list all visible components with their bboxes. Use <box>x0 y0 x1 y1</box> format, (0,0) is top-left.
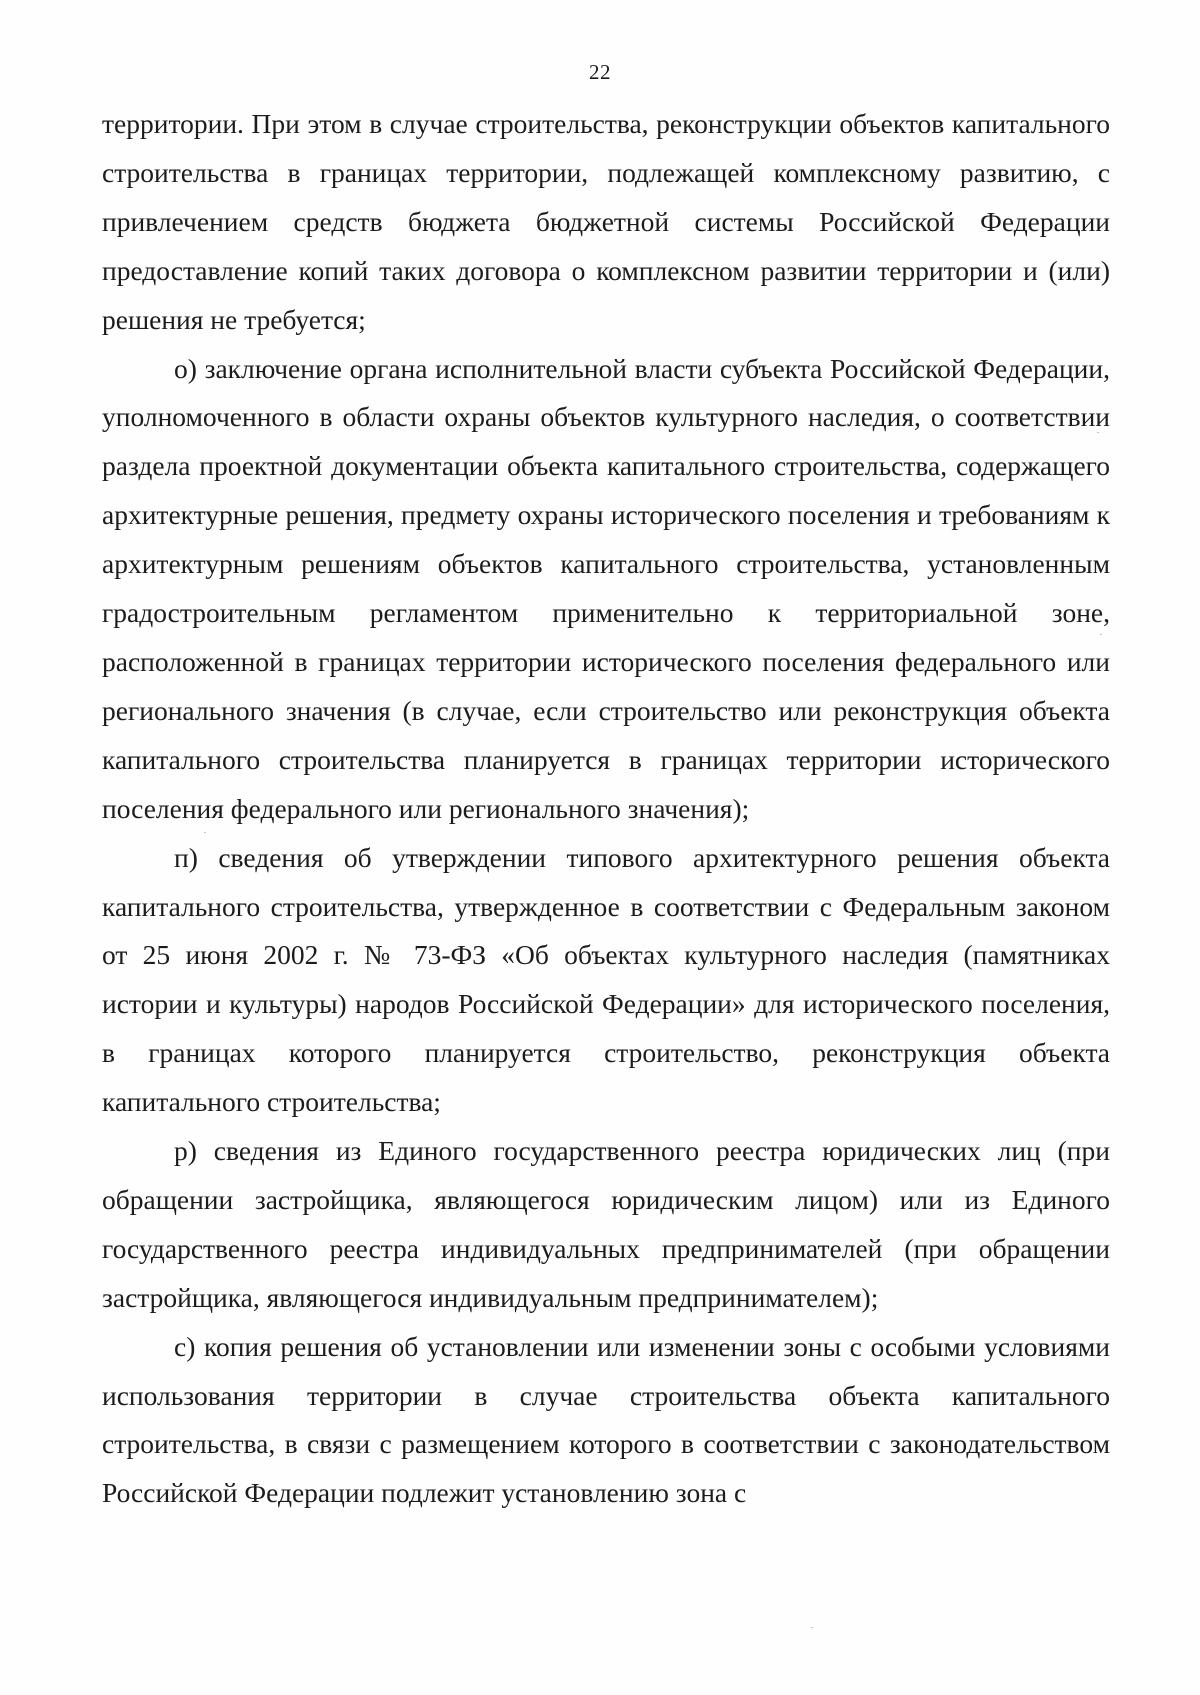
paragraph-item-p: п) сведения об утверждении типового архитектурного решения объекта капитального строительства, утвержденное в соответствии с Федеральным законом от 25 июня 2002 г. № 73-ФЗ «Об объектах культурного наследия (памятниках истории и культуры) народов Российской Федерации» для исторического поселения, в границах которого планируется строительство, реконструкция объекта капитального строительства; <box>102 841 1110 1118</box>
document-body <box>102 100 1110 1518</box>
paragraph-item-s: с) копия решения об установлении или изменении зоны с особыми условиями использования территории в случае строительства объекта капитального строительства, в связи с размещением которого в соответствии с законодательством Российской Федерации подлежит установлению зона с <box>102 1330 1110 1509</box>
page-number: 22 <box>589 60 611 84</box>
scan-speck <box>811 1627 813 1628</box>
scan-speck <box>204 832 206 833</box>
scan-speck <box>1097 432 1099 433</box>
paragraph-item-o: о) заключение органа исполнительной власти субъекта Российской Федерации, уполномоченного в области охраны объектов культурного наследия, о соответствии раздела проектной документации объекта капитального строительства, содержащего архитектурные решения, предмету охраны исторического поселения и требованиям к архитектурным решениям объектов капитального строительства, установленным градостроительным регламентом применительно к территориальной зоне, расположенной в границах территории исторического поселения федерального или регионального значения (в случае, если строительство или реконструкция объекта капитального строительства планируется в границах территории исторического поселения федерального или регионального значения); <box>102 352 1110 824</box>
paragraph-continuation: территории. При этом в случае строительства, реконструкции объектов капитального строительства в границах территории, подлежащей комплексному развитию, с привлечением средств бюджета бюджетной системы Российской Федерации предоставление копий таких договора о комплексном развитии территории и (или) решения не требуется; <box>102 108 1110 335</box>
scan-speck <box>1100 634 1102 635</box>
paragraph-item-r: р) сведения из Единого государственного реестра юридических лиц (при обращении застройщика, являющегося юридическим лицом) или из Единого государственного реестра индивидуальных предпринимателей (при обращении застройщика, являющегося индивидуальным предпринимателем); <box>102 1135 1110 1313</box>
